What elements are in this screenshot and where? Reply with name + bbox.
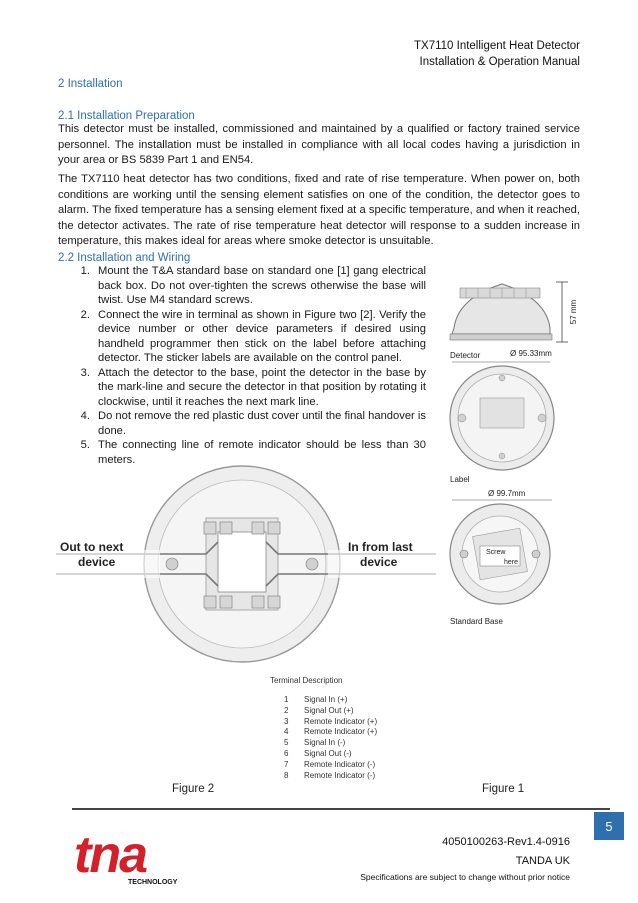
standard-base-label: Standard Base	[450, 617, 503, 626]
list-item: 4. Do not remove the red plastic dust cover until the final handover is done.	[80, 410, 426, 437]
prep-paragraph-2: The TX7110 heat detector has two conditions, fixed and rate of rise temperature. When power on, both conditions are working until the sensing element satisfies on one of the condition, the detector goes to alarm. The fixed temperature has a sensing element fixed at a specific temperature, and when it reached, the detector activates. The rate of rise temperature heat detector will response to a sudden increase in temperature, this makes ideal for areas where smoke detector is unsuitable.	[58, 173, 580, 247]
in-from-last-label-2: device	[360, 555, 398, 569]
company-name: TANDA UK	[515, 855, 570, 867]
terminal-row: 4 Remote Indicator (+)	[284, 727, 378, 737]
footer-divider	[72, 808, 610, 810]
terminal-row: 6 Signal Out (-)	[284, 748, 352, 758]
terminal-row: 8 Remote Indicator (-)	[284, 770, 376, 780]
screw-label: Screw	[486, 549, 506, 556]
list-item: 1. Mount the T&A standard base on standard one [1] gang electrical back box. Do not over-tighten the screws otherwise the base will twist. Use M4 standard screws.	[80, 265, 426, 306]
figure-1-caption: Figure 1	[482, 783, 525, 795]
document-code: 4050100263-Rev1.4-0916	[442, 836, 570, 848]
terminal-title: Terminal Description	[270, 676, 343, 685]
list-item: 2. Connect the wire in terminal as shown in Figure two [2]. Verify the device number or other device parameters if desired using handheld programmer then stick on the label before attaching detector. The sticker labels are available on the control panel.	[80, 308, 426, 364]
wiring-title: 2.2 Installation and Wiring	[58, 252, 191, 264]
sticker-label: Label	[450, 475, 470, 484]
header-subtitle: Installation & Operation Manual	[419, 56, 580, 68]
detector-side-profile	[450, 282, 568, 342]
terminal-row: 1 Signal In (+)	[284, 695, 348, 704]
section-title: 2 Installation	[58, 78, 123, 90]
terminal-row: 7 Remote Indicator (-)	[284, 759, 376, 769]
terminal-row: 2 Signal Out (+)	[284, 705, 354, 715]
out-to-next-label: Out to next	[60, 540, 124, 554]
out-to-next-label-2: device	[78, 555, 116, 569]
terminal-row: 3 Remote Indicator (+)	[284, 716, 378, 726]
detector-diameter: Ø 95.33mm	[510, 349, 552, 358]
detector-label: Detector	[450, 351, 481, 360]
detector-top-view	[450, 366, 554, 470]
height-dimension: 57 mm	[569, 299, 578, 325]
header-title: TX7110 Intelligent Heat Detector	[414, 40, 580, 52]
list-item: 3. Attach the detector to the base, point the detector in the base by the mark-line and secure the detector in that position by rotating it clockwise, until it reaches the next mark line.	[80, 366, 426, 408]
figure-2-caption: Figure 2	[172, 783, 215, 795]
svg-text:tna: tna	[74, 826, 146, 884]
prep-title: 2.1 Installation Preparation	[58, 110, 195, 122]
list-item: 5. The connecting line of remote indicator should be less than 30 meters.	[80, 439, 426, 466]
disclaimer: Specifications are subject to change without prior notice	[360, 872, 570, 882]
figure-1-detector-drawings	[438, 258, 588, 650]
wiring-steps	[58, 264, 426, 467]
document-header	[414, 38, 580, 70]
base-diameter: Ø 99.7mm	[488, 489, 526, 498]
figure-2-wiring-diagram	[56, 462, 436, 670]
terminal-row: 5 Signal In (-)	[284, 738, 346, 748]
screw-label-2: here	[504, 559, 519, 566]
prep-paragraph-1: This detector must be installed, commissioned and maintained by a qualified or factory trained service personnel. The installation must be installed in compliance with all local codes having a jurisdiction in your area or BS 5839 Part 1 and EN54.	[58, 123, 580, 166]
tna-logo	[72, 826, 202, 888]
page-number: 5	[594, 812, 624, 840]
terminal-list	[284, 695, 377, 781]
svg-text:TECHNOLOGY: TECHNOLOGY	[128, 879, 178, 886]
in-from-last-label: In from last	[348, 540, 413, 554]
